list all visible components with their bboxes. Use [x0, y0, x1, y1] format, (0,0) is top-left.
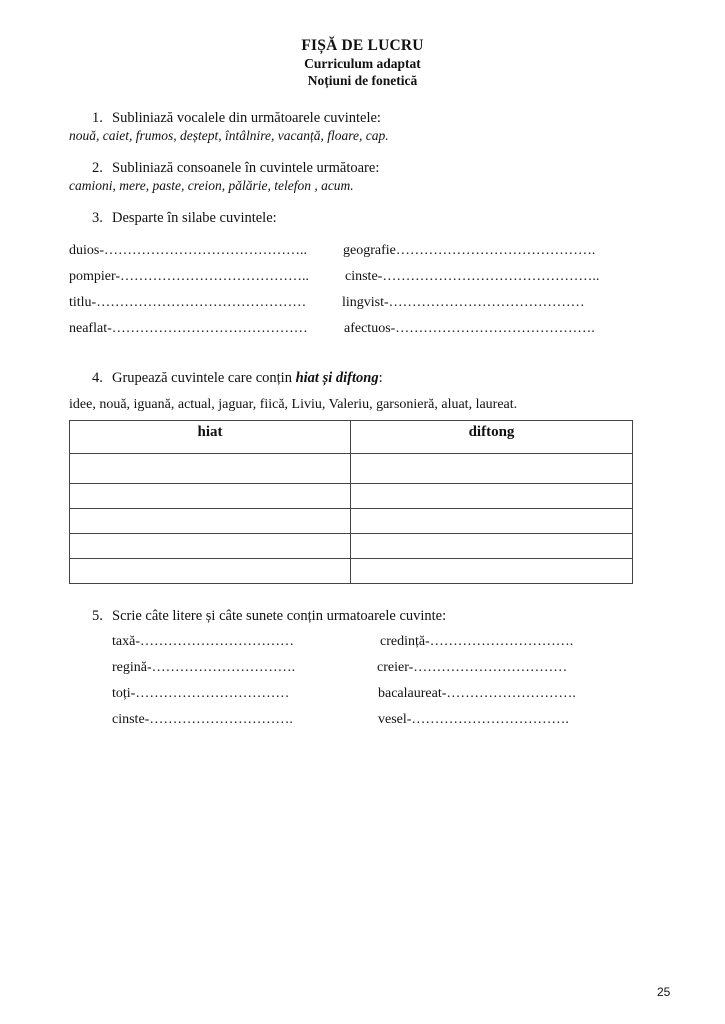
- table-cell[interactable]: [70, 534, 351, 559]
- question-2-prompt: [92, 160, 379, 177]
- syllable-line[interactable]: duios-……………………………………..: [69, 243, 307, 258]
- syllable-line[interactable]: pompier-…………………………………..: [69, 269, 310, 284]
- question-4-words: idee, nouă, iguană, actual, jaguar, fiică, Liviu, Valeriu, garsonieră, aluat, laureat.: [69, 397, 518, 412]
- worksheet-topic: Noțiuni de fonetică: [307, 73, 418, 88]
- table-row: [70, 534, 633, 559]
- letters-sounds-line[interactable]: creier-……………………………: [377, 660, 568, 675]
- letters-sounds-line[interactable]: credință-………………………….: [380, 634, 574, 649]
- question-3-text: Desparte în silabe cuvintele:: [112, 210, 277, 226]
- question-2-words: camioni, mere, paste, creion, pălărie, telefon , acum.: [69, 178, 354, 193]
- syllable-line[interactable]: geografie…………………………………….: [343, 243, 596, 258]
- syllable-line[interactable]: cinste-………………………………………..: [345, 269, 600, 284]
- table-cell[interactable]: [351, 484, 633, 509]
- letters-sounds-line[interactable]: regină-………………………….: [112, 660, 296, 675]
- question-4-text: Grupează cuvintele care conțin: [112, 370, 296, 386]
- table-cell[interactable]: [70, 454, 351, 484]
- table-cell[interactable]: [351, 559, 633, 584]
- table-cell[interactable]: [351, 509, 633, 534]
- syllable-line[interactable]: lingvist-……………………………………: [342, 295, 585, 310]
- worksheet-subtitle: Curriculum adaptat: [304, 56, 421, 71]
- letters-sounds-line[interactable]: toți-……………………………: [112, 686, 290, 701]
- syllable-line[interactable]: neaflat-……………………………………: [69, 321, 308, 336]
- letters-sounds-line[interactable]: cinste-………………………….: [112, 712, 293, 727]
- question-1-text: Subliniază vocalele din următoarele cuvintele:: [112, 110, 381, 126]
- question-5-number: 5.: [92, 608, 103, 624]
- question-3-prompt: [92, 210, 277, 227]
- page-number: 25: [657, 985, 671, 999]
- question-4-number: 4.: [92, 370, 103, 386]
- question-3-number: 3.: [92, 210, 103, 226]
- letters-sounds-line[interactable]: vesel-…………………………….: [378, 712, 569, 727]
- question-5-prompt: [92, 608, 446, 625]
- question-4-prompt: [92, 370, 383, 387]
- hiat-diftong-table: [69, 420, 633, 584]
- column-hiat-header: hiat: [70, 421, 351, 454]
- syllable-line[interactable]: afectuos-…………………………………….: [344, 321, 595, 336]
- table-cell[interactable]: [70, 484, 351, 509]
- question-4-colon: :: [378, 370, 383, 386]
- letters-sounds-line[interactable]: bacalaureat-……………………….: [378, 686, 576, 701]
- worksheet-title: FIȘĂ DE LUCRU: [301, 37, 424, 54]
- question-1-prompt: [92, 110, 381, 127]
- table-cell[interactable]: [351, 454, 633, 484]
- table-cell[interactable]: [70, 559, 351, 584]
- table-cell[interactable]: [351, 534, 633, 559]
- question-2-number: 2.: [92, 160, 103, 176]
- question-2-text: Subliniază consoanele în cuvintele următoare:: [112, 160, 380, 176]
- table-row: [70, 484, 633, 509]
- table-cell[interactable]: [70, 509, 351, 534]
- table-header-row: [70, 421, 633, 454]
- question-4-emphasis: hiat și diftong: [295, 370, 379, 386]
- column-diftong-header: diftong: [351, 421, 633, 454]
- question-1-words: nouă, caiet, frumos, deștept, întâlnire, vacanță, floare, cap.: [69, 128, 389, 143]
- letters-sounds-line[interactable]: taxă-……………………………: [112, 634, 294, 649]
- question-5-text: Scrie câte litere și câte sunete conțin urmatoarele cuvinte:: [112, 608, 447, 624]
- syllable-line[interactable]: titlu-………………………………………: [69, 295, 307, 310]
- question-1-number: 1.: [92, 110, 103, 126]
- table-row: [70, 559, 633, 584]
- table-row: [70, 454, 633, 484]
- table-row: [70, 509, 633, 534]
